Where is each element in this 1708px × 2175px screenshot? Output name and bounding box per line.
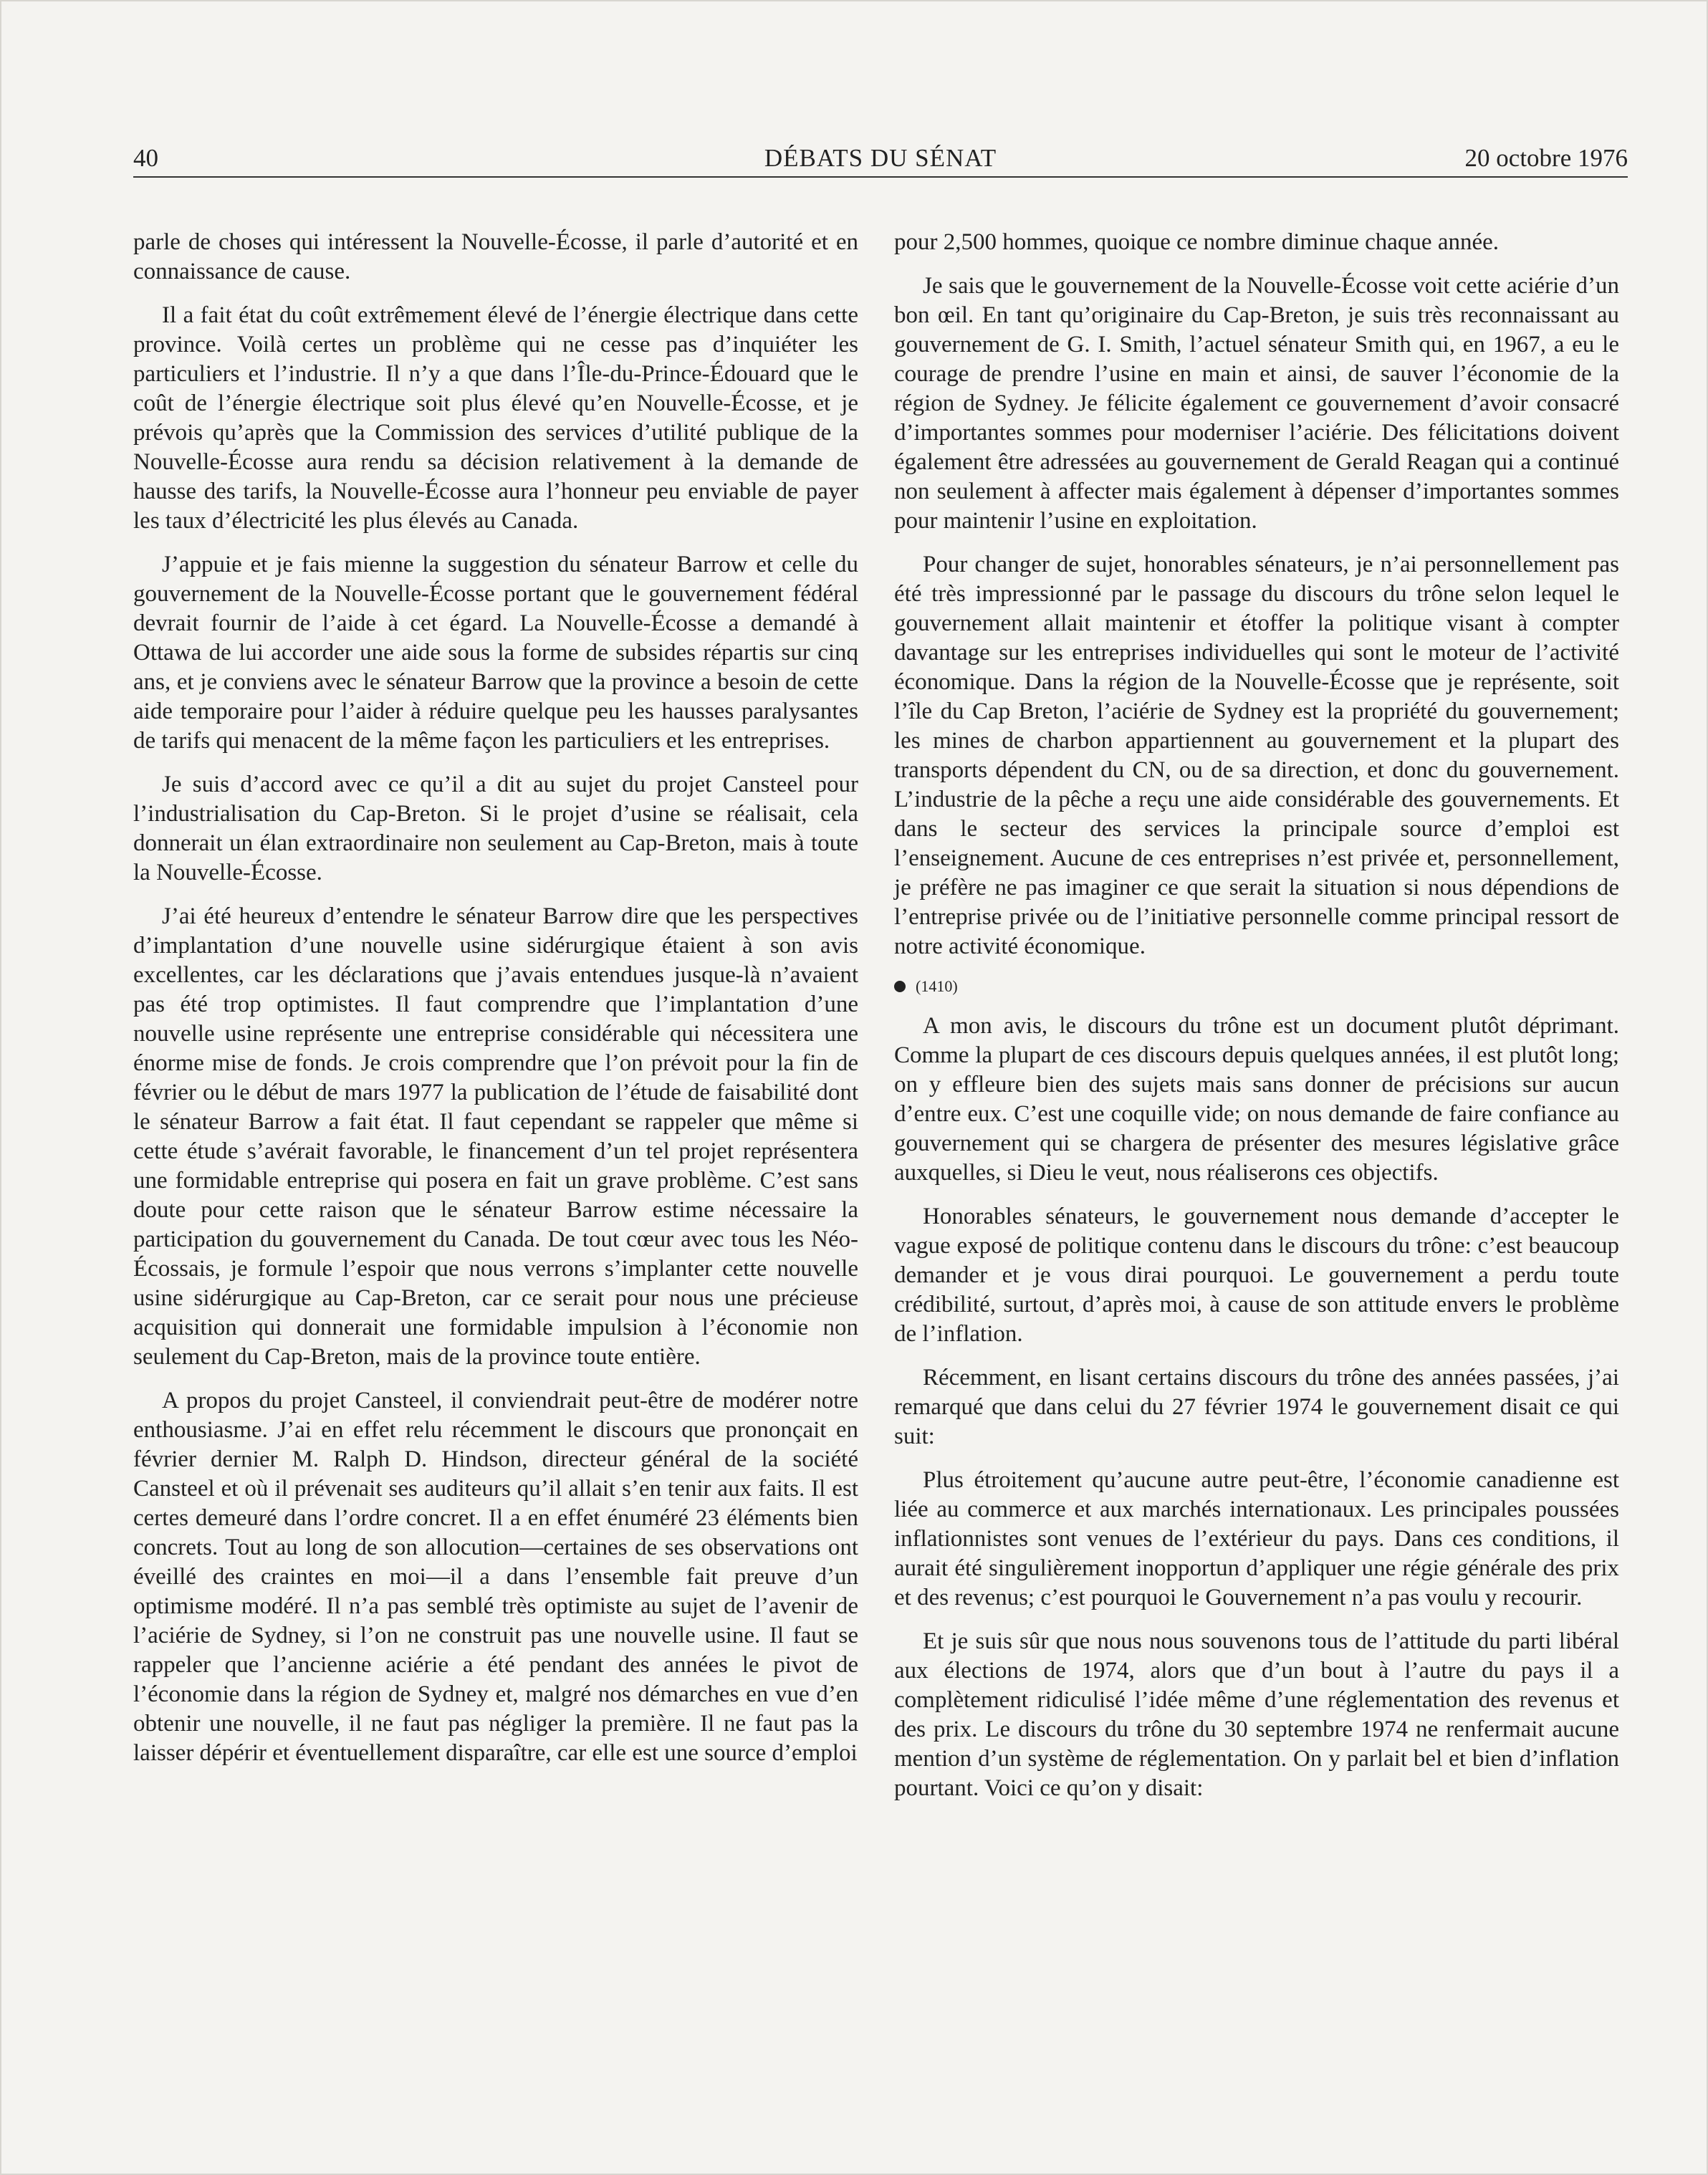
time-marker-label: (1410) (916, 977, 958, 995)
paragraph: Il a fait état du coût extrêmement élevé de l’énergie électrique dans cette province. Voilà certes un problème qui ne cesse pas d’inquiéter les particuliers et l’industrie. Il n’y a que dans l’Île-du-Prince-Édouard que le coût de l’énergie électrique soit plus élevé qu’en Nouvelle-Écosse, et je prévois qu’après que la Commission des services d’utilité publique de la Nouvelle-Écosse aura rendu sa décision relativement à la demande de hausse des tarifs, la Nouvelle-Écosse aura l’honneur peu enviable de payer les taux d’électricité les plus élevés au Canada. (133, 302, 858, 534)
paragraph: A propos du projet Cansteel, il conviendrait peut-être de modérer notre enthousiasme. J’ai en effet relu récemment le discours que prononçait en février dernier M. Ralph D. Hindson, directeur général de la société Cansteel et où il prévenait ses auditeurs qu’il allait s’en tenir aux faits. Il est certes demeuré dans l’ordre concret. Il a en effet énuméré 23 éléments bien concrets. Tout au long de son allocution—certaines de ses observations ont éveillé des craintes en moi—il a dans l’ensemble fait preuve d’un optimisme modéré. Il n’a pas semblé très optimiste au sujet de l’avenir de l’aciérie de Sydney, si l’on ne construit pas une nouvelle usine. Il faut se rappeler que l’ancienne aciérie a été pendant des années le pivot de l’économie dans la région de Sydney et, malgré nos démarches en vue d’en obtenir une nouvelle, il ne faut pas négliger la première. Il ne faut pas la laisser dépérir et éventuellement disparaître, car elle est une source d’emploi (133, 1388, 858, 1766)
bullet-dot-icon (894, 981, 906, 992)
page-header (133, 140, 1628, 178)
paragraph: Récemment, en lisant certains discours du trône des années passées, j’ai remarqué que dans celui du 27 février 1974 le gouvernement disait ce qui suit: (894, 1365, 1619, 1449)
page-number: 40 (133, 144, 158, 172)
paragraph: pour 2,500 hommes, quoique ce nombre diminue chaque année. (894, 229, 1500, 255)
publication-date: 20 octobre 1976 (1464, 144, 1628, 172)
time-marker (894, 976, 1619, 997)
block-quote: Plus étroitement qu’aucune autre peut-être, l’économie canadienne est liée au commerce et aux marchés internationaux. Les principales poussées inflationnistes sont venues de l’extérieur du pays. Dans ces conditions, il aurait été singulièrement inopportun d’appliquer une régie générale des prix et des revenus; c’est pourquoi le Gouvernement n’a pas voulu y recourir. (894, 1467, 1619, 1610)
paragraph: Pour changer de sujet, honorables sénateurs, je n’ai personnellement pas été très impressionné par le passage du discours du trône selon lequel le gouvernement allait maintenir et étoffer la politique visant à compter davantage sur les entreprises individuelles qui sont le moteur de l’activité économique. Dans la région de la Nouvelle-Écosse que je représente, soit l’île du Cap Breton, l’aciérie de Sydney est la propriété du gouvernement; les mines de charbon appartiennent au gouvernement et la plupart des transports dépendent du CN, ou de sa direction, et donc du gouvernement. L’industrie de la pêche a reçu une aide considérable des gouvernements. Et dans le secteur des services la principale source d’emploi est l’enseignement. Aucune de ces entreprises n’est privée et, personnellement, je préfère ne pas imaginer ce que serait la situation si nous dépendions de l’entreprise privée ou de l’initiative personnelle comme principal ressort de notre activité économique. (894, 552, 1619, 959)
paragraph: Et je suis sûr que nous nous souvenons tous de l’attitude du parti libéral aux élections de 1974, alors que d’un bout à l’autre du pays il a complètement ridiculisé l’idée même d’une réglementation des revenus et des prix. Le discours du trône du 30 septembre 1974 ne renfermait aucune mention d’un système de réglementation. On y parlait bel et bien d’inflation pourtant. Voici ce qu’on y disait: (894, 1628, 1619, 1801)
paragraph: A mon avis, le discours du trône est un document plutôt déprimant. Comme la plupart de ces discours depuis quelques années, il est plutôt long; on y effleure bien des sujets mais sans donner de précisions sur aucun d’entre eux. C’est une coquille vide; on nous demande de faire confiance au gouvernement qui se chargera de présenter des mesures législative grâce auxquelles, si Dieu le veut, nous réaliserons ces objectifs. (894, 1013, 1619, 1186)
left-column (133, 228, 858, 1782)
publication-title: DÉBATS DU SÉNAT (764, 144, 997, 172)
paragraph: Honorables sénateurs, le gouvernement nous demande d’accepter le vague exposé de politique contenu dans le discours du trône: c’est beaucoup demander et je vous dirai pourquoi. Le gouvernement a perdu toute crédibilité, surtout, d’après moi, à cause de son attitude envers le problème de l’inflation. (894, 1204, 1619, 1347)
right-column (894, 228, 1619, 1818)
paragraph: J’appuie et je fais mienne la suggestion du sénateur Barrow et celle du gouvernement de la Nouvelle-Écosse portant que le gouvernement fédéral devrait fournir de l’aide à cet égard. La Nouvelle-Écosse a demandé à Ottawa de lui accorder une aide sous la forme de subsides répartis sur cinq ans, et je conviens avec le sénateur Barrow que la province a besoin de cette aide temporaire pour l’aider à réduire quelque peu les hausses paralysantes de tarifs qui menacent de la même façon les particuliers et les entreprises. (133, 552, 858, 754)
paragraph: J’ai été heureux d’entendre le sénateur Barrow dire que les perspectives d’implantation d’une nouvelle usine sidérurgique étaient à son avis excellentes, car les déclarations que j’avais entendues jusque-là n’avaient pas été trop optimistes. Il faut comprendre que l’implantation d’une nouvelle usine représente une entreprise considérable qui nécessitera une énorme mise de fonds. Je crois comprendre que l’on prévoit pour la fin de février ou le début de mars 1977 la publication de l’étude de faisabilité dont le sénateur Barrow a fait état. Il faut cependant se rappeler que même si cette étude s’avérait favorable, le financement d’un tel projet représentera une formidable entreprise qui posera en fait un grave problème. C’est sans doute pour cette raison que le sénateur Barrow estime nécessaire la participation du gouvernement du Canada. De tout cœur avec tous les Néo-Écossais, je formule l’espoir que nous verrons s’implanter cette nouvelle usine sidérurgique au Cap-Breton, car ce serait pour nous une précieuse acquisition qui donnerait une formidable impulsion à l’économie non seulement du Cap-Breton, mais de la province toute entière. (133, 903, 858, 1370)
paragraph: parle de choses qui intéressent la Nouvelle-Écosse, il parle d’autorité et en connaissance de cause. (133, 229, 858, 284)
paragraph: Je suis d’accord avec ce qu’il a dit au sujet du projet Cansteel pour l’industrialisation du Cap-Breton. Si le projet d’usine se réalisait, cela donnerait un élan extraordinaire non seulement au Cap-Breton, mais à toute la Nouvelle-Écosse. (133, 772, 858, 885)
paragraph: Je sais que le gouvernement de la Nouvelle-Écosse voit cette aciérie d’un bon œil. En tant qu’originaire du Cap-Breton, je suis très reconnaissant au gouvernement de G. I. Smith, l’actuel sénateur Smith qui, en 1967, a eu le courage de prendre l’usine en main et ainsi, de sauver l’économie de la région de Sydney. Je félicite également ce gouvernement d’avoir consacré d’importantes sommes pour moderniser l’aciérie. Des félicitations doivent également être adressées au gouvernement de Gerald Reagan qui a continué non seulement à affecter mais également à dépenser d’importantes sommes pour maintenir l’usine en exploitation. (894, 273, 1619, 534)
